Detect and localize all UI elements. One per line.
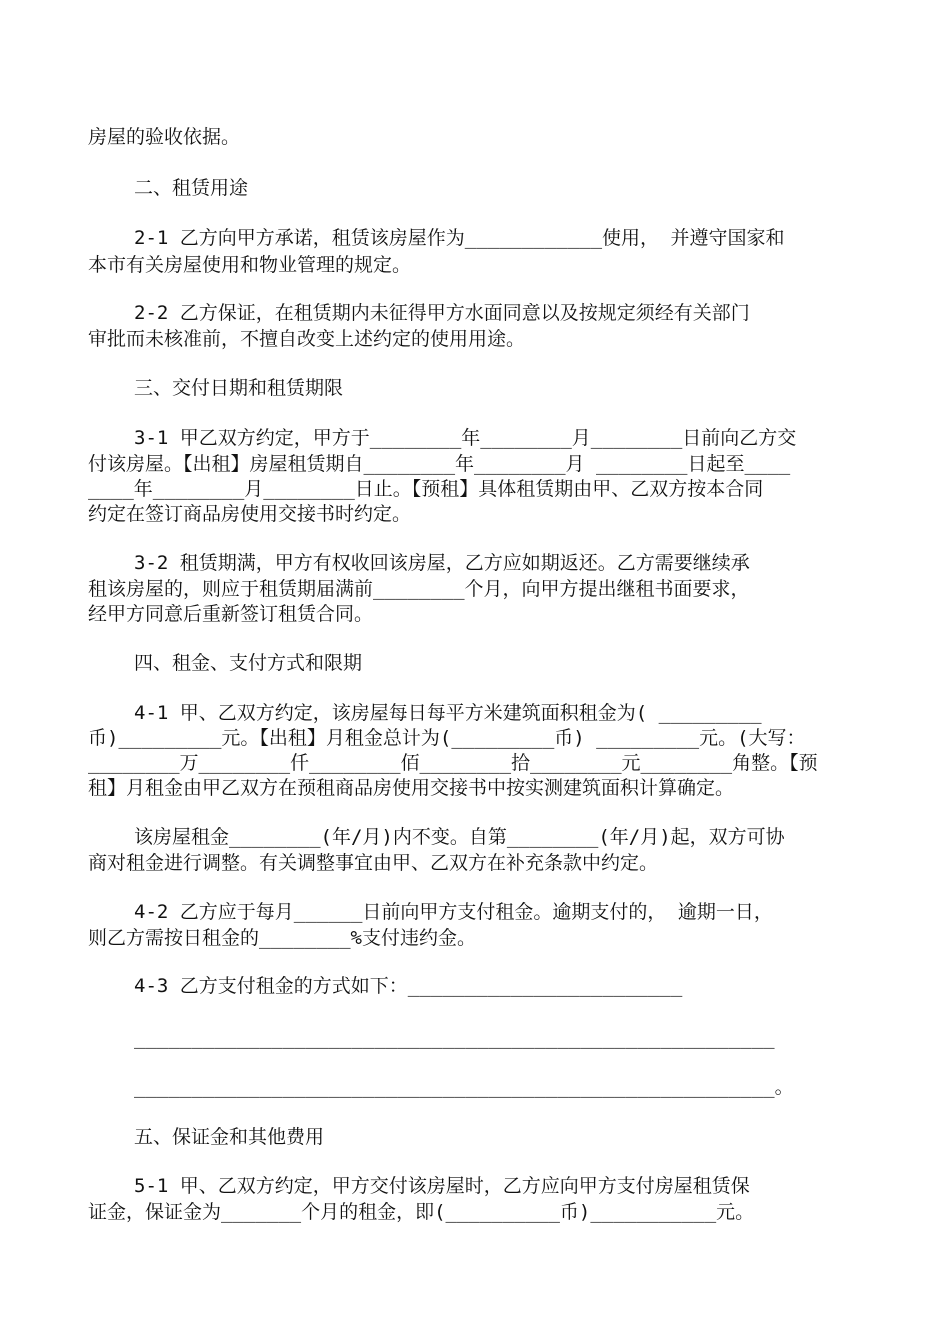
- paragraph-text: 租】月租金由甲乙双方在预租商品房使用交接书中按实测建筑面积计算确定。: [88, 777, 735, 799]
- text-line: [0, 424, 950, 452]
- paragraph-text: 币)_________元。【出租】月租金总计为(_________币) _________元。(大写：: [88, 727, 806, 749]
- fill-in-blank: ________________________________________________________。: [134, 1076, 794, 1098]
- paragraph-text: 3-1 甲乙双方约定，甲方于________年________月________日前向乙方交: [134, 427, 797, 449]
- section-heading: [0, 1123, 950, 1151]
- paragraph-text: 付该房屋。【出租】房屋租赁期自________年________月 ________日起至____: [88, 453, 791, 475]
- text-line: [0, 600, 950, 628]
- text-line: [0, 749, 950, 777]
- paragraph-text: 4-2 乙方应于每月______日前向甲方支付租金。逾期支付的， 逾期一日，: [134, 901, 773, 923]
- paragraph-text: 证金，保证金为_______个月的租金，即(__________币)___________元。: [88, 1201, 755, 1223]
- text-line: [0, 724, 950, 752]
- text-line: [0, 450, 950, 478]
- paragraph-text: 3-2 租赁期满，甲方有权收回该房屋，乙方应如期返还。乙方需要继续承: [134, 552, 750, 574]
- text-line: [0, 849, 950, 877]
- heading-text: 五、保证金和其他费用: [134, 1126, 325, 1148]
- paragraph-text: 4-3 乙方支付租金的方式如下：________________________: [134, 975, 683, 997]
- paragraph-text: 审批而未核准前，不擅自改变上述约定的使用用途。: [88, 328, 526, 350]
- paragraph-text: ________万________仟________佰________拾________元________角整。【预: [88, 752, 818, 774]
- paragraph-text: 经甲方同意后重新签订租赁合同。: [88, 603, 374, 625]
- section-heading: [0, 649, 950, 677]
- text-line: [0, 823, 950, 851]
- text-line: [0, 898, 950, 926]
- paragraph-text: ____年________月________日止。【预租】具体租赁期由甲、乙双方按本合同: [88, 478, 764, 500]
- text-line: [0, 549, 950, 577]
- paragraph-text: 2-1 乙方向甲方承诺，租赁该房屋作为____________使用， 并遵守国家和: [134, 227, 785, 249]
- text-line: [0, 1172, 950, 1200]
- paragraph-text: 4-1 甲、乙双方约定，该房屋每日每平方米建筑面积租金为( _________: [134, 702, 762, 724]
- text-line: [0, 575, 950, 603]
- text-line: [0, 299, 950, 327]
- paragraph-text: 约定在签订商品房使用交接书时约定。: [88, 503, 412, 525]
- text-line: [0, 774, 950, 802]
- paragraph-text: 该房屋租金________(年/月)内不变。自第________(年/月)起，双方可协: [134, 826, 785, 848]
- text-line: [0, 972, 950, 1000]
- blank-line: [0, 1024, 950, 1052]
- text-line: [0, 224, 950, 252]
- paragraph-text: 则乙方需按日租金的________%支付违约金。: [88, 927, 476, 949]
- blank-line: [0, 1073, 950, 1101]
- text-line: [0, 500, 950, 528]
- section-heading: [0, 374, 950, 402]
- section-heading: [0, 174, 950, 202]
- heading-text: 二、租赁用途: [134, 177, 249, 199]
- fill-in-blank: ________________________________________________________: [134, 1027, 775, 1049]
- heading-text: 三、交付日期和租赁期限: [134, 377, 344, 399]
- text-line: [0, 325, 950, 353]
- paragraph-text: 商对租金进行调整。有关调整事宜由甲、乙双方在补充条款中约定。: [88, 852, 659, 874]
- paragraph-text: 5-1 甲、乙双方约定，甲方交付该房屋时，乙方应向甲方支付房屋租赁保: [134, 1175, 750, 1197]
- text-line: [0, 699, 950, 727]
- paragraph-text: 2-2 乙方保证，在租赁期内未征得甲方水面同意以及按规定须经有关部门: [134, 302, 750, 324]
- paragraph-text: 本市有关房屋使用和物业管理的规定。: [88, 254, 412, 276]
- text-line: [0, 924, 950, 952]
- text-line: [0, 251, 950, 279]
- paragraph-text: 房屋的验收依据。: [88, 126, 241, 148]
- text-line: [0, 475, 950, 503]
- paragraph-text: 租该房屋的，则应于租赁期届满前________个月，向甲方提出继租书面要求，: [88, 578, 750, 600]
- text-line: [0, 1198, 950, 1226]
- heading-text: 四、租金、支付方式和限期: [134, 652, 363, 674]
- text-line: [0, 123, 950, 151]
